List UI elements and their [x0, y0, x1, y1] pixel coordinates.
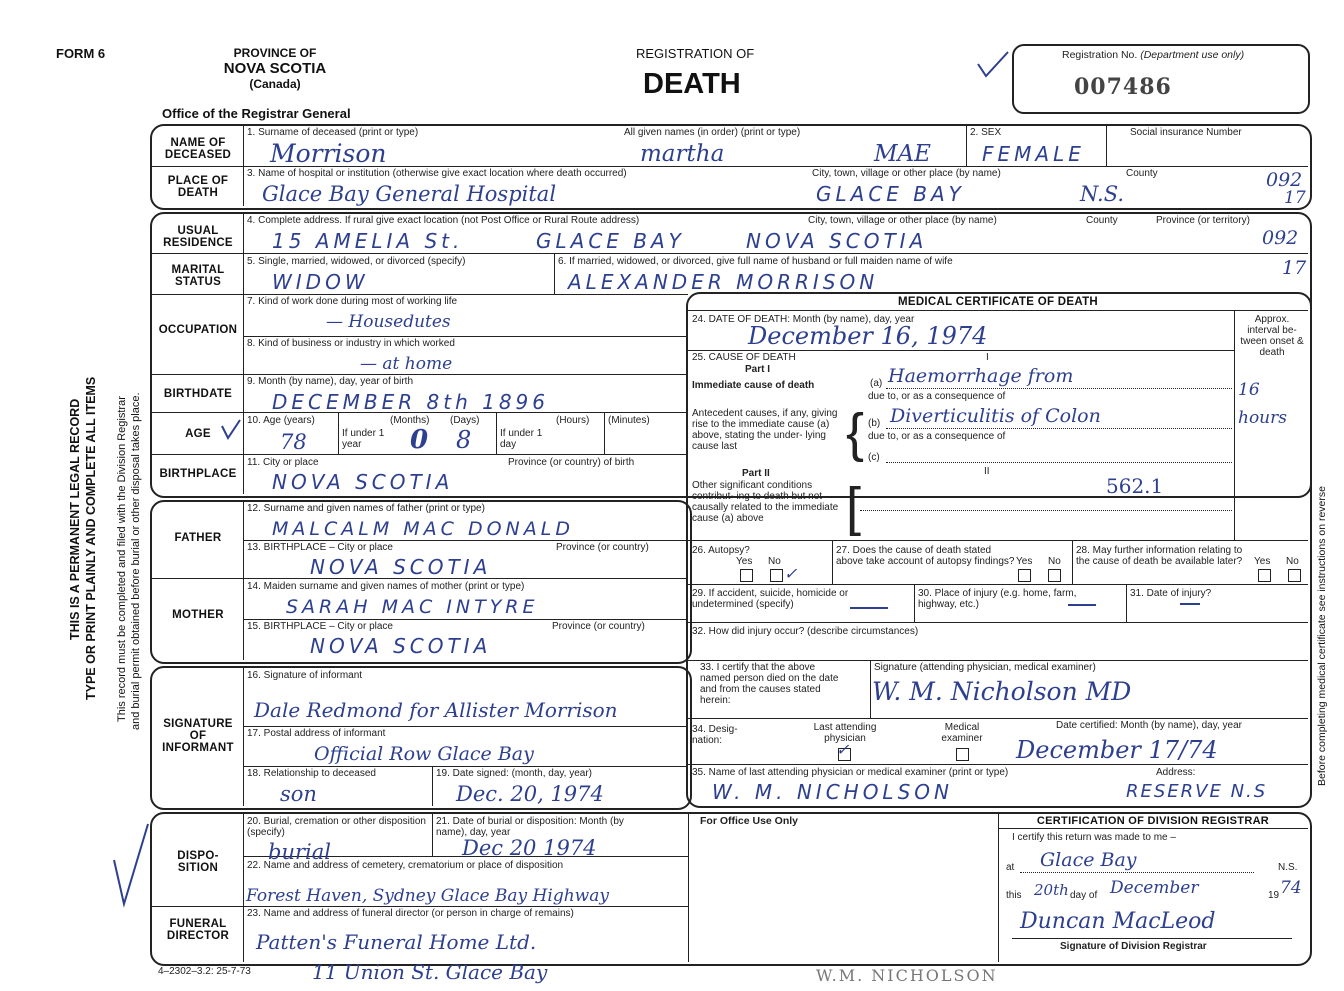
side-legal-line2: TYPE OR PRINT PLAINLY AND COMPLETE ALL ITEMS — [84, 376, 98, 700]
section-birthdate: BIRTHDATE — [163, 388, 233, 400]
value-div-year: 74 — [1280, 878, 1302, 898]
value-div-month: December — [1110, 878, 1199, 898]
value-physician-sig: W. M. Nicholson MD — [872, 677, 1132, 706]
label-other-conditions: Other significant conditions contribut- ing to death but not causally related to the immediate cause (a) above — [692, 480, 839, 524]
value-res-county: 092 — [1262, 227, 1299, 249]
label-father-bp-prov: Province (or country) — [556, 542, 649, 553]
footer-name: W.M. NICHOLSON — [816, 966, 998, 985]
value-div-day: 20th — [1034, 881, 1069, 899]
value-age-days: 8 — [456, 426, 472, 454]
section-birthplace: BIRTHPLACE — [159, 468, 237, 480]
value-spouse: ALEXANDER MORRISON — [568, 270, 879, 294]
value-father-bp: NOVA SCOTIA — [310, 555, 492, 579]
section-age: AGE — [185, 428, 211, 440]
death-title: DEATH — [643, 68, 741, 100]
label-approx-interval: Approx. interval be- tween onset & death — [1240, 314, 1304, 358]
title-division-registrar: CERTIFICATION OF DIVISION REGISTRAR — [1036, 815, 1270, 827]
value-death-date: December 16, 1974 — [748, 322, 988, 350]
value-date-certified: December 17/74 — [1016, 736, 1218, 764]
label-at: at — [1006, 862, 1015, 873]
value-div-at: Glace Bay — [1040, 849, 1137, 871]
label-given-names: All given names (in order) (print or type) — [624, 127, 801, 138]
label-autopsy: 26. Autopsy? — [692, 545, 750, 556]
label-part2: Part II — [742, 468, 770, 479]
label-physician-name: 35. Name of last attending physician or medical examiner (print or type) — [692, 767, 1009, 778]
label-findings-no: No — [1048, 556, 1061, 567]
margin-check-mark — [104, 820, 154, 915]
section-father: FATHER — [174, 532, 222, 544]
brace-icon: { — [846, 403, 865, 463]
label-informant-address: 17. Postal address of informant — [247, 728, 386, 739]
label-last-attending: Last attending physician — [813, 722, 877, 744]
label-accident: 29. If accident, suicide, homicide or undetermined (specify) — [692, 588, 849, 610]
label-autopsy-findings: 27. Does the cause of death stated above take account of autopsy findings? — [836, 545, 1015, 567]
value-physician-address: RESERVE N.S — [1126, 781, 1268, 802]
label-cause-of-death: 25. CAUSE OF DEATH — [692, 352, 796, 363]
label-a: (a) — [870, 378, 883, 389]
section-disposition: DISPO- SITION — [177, 850, 219, 874]
label-immediate-text: Immediate cause of death — [692, 380, 815, 391]
label-further-yes: Yes — [1254, 556, 1271, 567]
value-cemetery: Forest Haven, Sydney Glace Bay Highway — [246, 886, 609, 906]
label-place-city: City, town, village or other place (by name) — [812, 168, 1001, 179]
regno-note: (Department use only) — [1140, 49, 1245, 61]
label-father-bp: 13. BIRTHPLACE – City or place — [247, 542, 393, 553]
label-relationship: 18. Relationship to deceased — [247, 768, 376, 779]
office-title: Office of the Registrar General — [162, 106, 351, 121]
side-legal-line4: and burial permit obtained before burial or other disposal takes place. — [130, 392, 142, 730]
side-legal-line3: This record must be completed and filed with the Division Registrar — [116, 396, 128, 722]
label-surname: 1. Surname of deceased (print or type) — [247, 127, 419, 138]
checkbox-further-yes[interactable] — [1258, 569, 1271, 582]
label-minutes: (Minutes) — [608, 415, 650, 426]
form-code: 4–2302–3.2: 25-7-73 — [158, 966, 251, 977]
checkbox-further-no[interactable] — [1288, 569, 1301, 582]
registration-number-box — [1012, 44, 1310, 114]
label-under-day: If under 1 day — [500, 428, 543, 450]
regno-label: Registration No. — [1062, 49, 1138, 61]
label-date-certified: Date certified: Month (by name), day, year — [1056, 720, 1243, 731]
value-business: — at home — [360, 354, 453, 374]
label-mother-bp: 15. BIRTHPLACE – City or place — [247, 621, 393, 632]
label-medical-examiner: Medical examiner — [941, 722, 983, 744]
label-cemetery: 22. Name and address of cemetery, crematorium or place of disposition — [247, 860, 564, 871]
value-div-signature: Duncan MacLeod — [1020, 909, 1216, 934]
label-designation: 34. Desig- nation: — [692, 724, 738, 746]
value-birthplace: NOVA SCOTIA — [272, 470, 454, 494]
label-hours: (Hours) — [556, 415, 590, 426]
label-months: (Months) — [390, 415, 430, 426]
label-birthdate: 9. Month (by name), day, year of birth — [247, 376, 414, 387]
value-relationship: son — [280, 782, 317, 806]
label-mother: 14. Maiden surname and given names of mother (print or type) — [247, 581, 525, 592]
age-check-icon — [220, 418, 242, 447]
label-days: (Days) — [450, 415, 480, 426]
registration-of: REGISTRATION OF — [636, 46, 755, 61]
label-ns: N.S. — [1278, 862, 1298, 873]
checkmark-icon — [976, 50, 1010, 80]
label-how-injury: 32. How did injury occur? (describe circumstances) — [692, 626, 919, 637]
value-given1: martha — [640, 141, 725, 167]
value-date-signed: Dec. 20, 1974 — [456, 782, 604, 806]
label-res-county: County — [1086, 215, 1118, 226]
value-county-code: 092 — [1266, 169, 1303, 191]
value-father: MALCALM MAC DONALD — [272, 518, 574, 540]
autopsy-mark: ✓ — [784, 564, 798, 583]
label-birth-city: 11. City or place — [247, 457, 319, 468]
value-work: — Housedutes — [326, 312, 451, 332]
section-place-of-death: PLACE OF DEATH — [167, 175, 229, 199]
label-father: 12. Surname and given names of father (print or type) — [247, 503, 485, 514]
value-cause-a: Haemorrhage from — [888, 365, 1074, 387]
value-informant-address: Official Row Glace Bay — [314, 743, 534, 765]
label-day-of: day of — [1070, 890, 1098, 901]
value-disposition: burial — [268, 840, 331, 864]
checkbox-findings-yes[interactable] — [1018, 569, 1031, 582]
value-burial-date: Dec 20 1974 — [462, 836, 597, 860]
label-address: 4. Complete address. If rural give exact location (not Post Office or Rural Route address) — [247, 215, 640, 226]
label-disposition: 20. Burial, cremation or other disposition (specify) — [247, 816, 426, 838]
label-certify-physician: 33. I certify that the above named person died on the date and from the causes stated herein: — [700, 662, 839, 706]
province-line3: (Canada) — [249, 77, 301, 91]
value-code: 562.1 — [1106, 474, 1164, 498]
value-given2: MAE — [874, 141, 931, 167]
value-county-code2: 17 — [1284, 188, 1306, 208]
label-office-use: For Office Use Only — [700, 815, 799, 827]
label-work: 7. Kind of work done during most of working life — [247, 296, 458, 307]
section-name-of-deceased: NAME OF DECEASED — [164, 137, 232, 161]
checkbox-medical-examiner[interactable] — [956, 748, 969, 761]
label-autopsy-yes: Yes — [736, 556, 753, 567]
label-c: (c) — [868, 452, 880, 463]
value-surname: Morrison — [270, 139, 387, 168]
value-funeral1: Patten's Funeral Home Ltd. — [256, 930, 537, 954]
label-place-injury: 30. Place of injury (e.g. home, farm, highway, etc.) — [918, 588, 1077, 610]
value-res-city: GLACE BAY — [536, 229, 685, 253]
label-sin: Social insurance Number — [1130, 127, 1242, 138]
value-res-prov: NOVA SCOTIA — [746, 229, 928, 253]
label-roman1: I — [986, 352, 989, 363]
label-res-city: City, town, village or other place (by name) — [808, 215, 997, 226]
side-legal-line1: THIS IS A PERMANENT LEGAL RECORD — [68, 398, 82, 640]
last-attending-mark: ✓ — [836, 740, 850, 759]
label-sig-physician: Signature (attending physician, medical examiner) — [874, 662, 1096, 673]
label-due-to-a: due to, or as a consequence of — [868, 391, 1006, 402]
label-div-signature: Signature of Division Registrar — [1060, 941, 1207, 952]
value-physician-name: W. M. NICHOLSON — [712, 780, 953, 804]
value-age-years: 78 — [280, 430, 307, 454]
label-date-signed: 19. Date signed: (month, day, year) — [436, 768, 593, 779]
section-usual-residence: USUAL RESIDENCE — [163, 225, 233, 249]
label-immediate — [692, 380, 814, 391]
value-mother: SARAH MAC INTYRE — [286, 596, 539, 618]
label-b: (b) — [868, 418, 881, 429]
value-marital: WIDOW — [272, 270, 369, 294]
label-sex: 2. SEX — [970, 127, 1002, 138]
section-marital-status: MARITAL STATUS — [171, 264, 225, 288]
label-antecedent: Antecedent causes, if any, giving rise to the immediate cause (a) above, stating the under- lying cause last — [692, 408, 838, 452]
section-funeral-director: FUNERAL DIRECTOR — [166, 918, 230, 942]
label-spouse: 6. If married, widowed, or divorced, give full name of husband or full maiden name of wife — [558, 256, 953, 267]
value-funeral2: 11 Union St. Glace Bay — [312, 960, 548, 984]
section-mother: MOTHER — [172, 609, 224, 621]
label-physician-address: Address: — [1156, 767, 1196, 778]
label-under-year: If under 1 year — [342, 428, 385, 450]
label-this: this — [1006, 890, 1022, 901]
label-due-to-b: due to, or as a consequence of — [868, 431, 1006, 442]
value-hospital: Glace Bay General Hospital — [262, 182, 557, 206]
checkbox-autopsy-no[interactable] — [770, 569, 783, 582]
label-place-county: County — [1126, 168, 1158, 179]
label-business: 8. Kind of business or industry in which worked — [247, 338, 455, 349]
label-hospital: 3. Name of hospital or institution (otherwise give exact location where death occurred) — [247, 168, 627, 179]
value-informant: Dale Redmond for Allister Morrison — [254, 698, 618, 722]
section-signature-informant: SIGNATURE OF INFORMANT — [162, 718, 234, 754]
value-place-prov: N.S. — [1080, 182, 1125, 206]
label-informant-sig: 16. Signature of informant — [247, 670, 363, 681]
label-further-info: 28. May further information relating to the cause of death be available later? — [1076, 545, 1243, 567]
province-block — [200, 46, 350, 91]
value-sex: FEMALE — [982, 142, 1085, 166]
province-line2: NOVA SCOTIA — [223, 60, 327, 77]
label-roman2: II — [984, 466, 990, 477]
checkbox-autopsy-yes[interactable] — [740, 569, 753, 582]
label-res-province: Province (or territory) — [1156, 215, 1250, 226]
label-age-years: 10. Age (years) — [247, 415, 315, 426]
label-further-no: No — [1286, 556, 1299, 567]
value-address: 15 AMELIA St. — [272, 229, 464, 253]
value-res-county2: 17 — [1282, 257, 1307, 279]
label-part1: Part I — [745, 364, 771, 375]
checkbox-findings-no[interactable] — [1048, 569, 1061, 582]
form-number: FORM 6 — [56, 46, 106, 61]
section-occupation: OCCUPATION — [158, 324, 238, 336]
label-birth-province: Province (or country) of birth — [508, 457, 635, 468]
value-birthdate: DECEMBER 8th 1896 — [272, 390, 550, 414]
label-date-injury: 31. Date of injury? — [1130, 588, 1212, 599]
value-cause-b: Diverticulitis of Colon — [890, 405, 1101, 427]
label-funeral-director: 23. Name and address of funeral director (or person in charge of remains) — [247, 908, 574, 919]
value-interval: 16 hours — [1238, 380, 1287, 428]
value-mother-bp: NOVA SCOTIA — [310, 634, 492, 658]
label-date-of-death: 24. DATE OF DEATH: Month (by name), day, year — [692, 314, 915, 325]
label-year-prefix: 19 — [1268, 890, 1280, 901]
side-instructions-right: Before completing medical certificate see instructions on reverse — [1316, 486, 1328, 786]
label-autopsy-no: No — [768, 556, 781, 567]
value-age-months: 0 — [410, 425, 429, 455]
label-findings-yes: Yes — [1016, 556, 1033, 567]
label-certify-return: I certify this return was made to me – — [1012, 832, 1176, 843]
registration-number: 007486 — [1074, 74, 1172, 100]
title-medical-certificate: MEDICAL CERTIFICATE OF DEATH — [897, 296, 1099, 308]
province-line1: PROVINCE OF — [233, 46, 317, 60]
label-mother-bp-prov: Province (or country) — [552, 621, 645, 632]
label-marital: 5. Single, married, widowed, or divorced (specify) — [247, 256, 466, 267]
brace-icon-2: [ — [846, 477, 862, 537]
value-place-city: GLACE BAY — [816, 182, 965, 206]
label-burial-date: 21. Date of burial or disposition: Month (by name), day, year — [436, 816, 624, 838]
